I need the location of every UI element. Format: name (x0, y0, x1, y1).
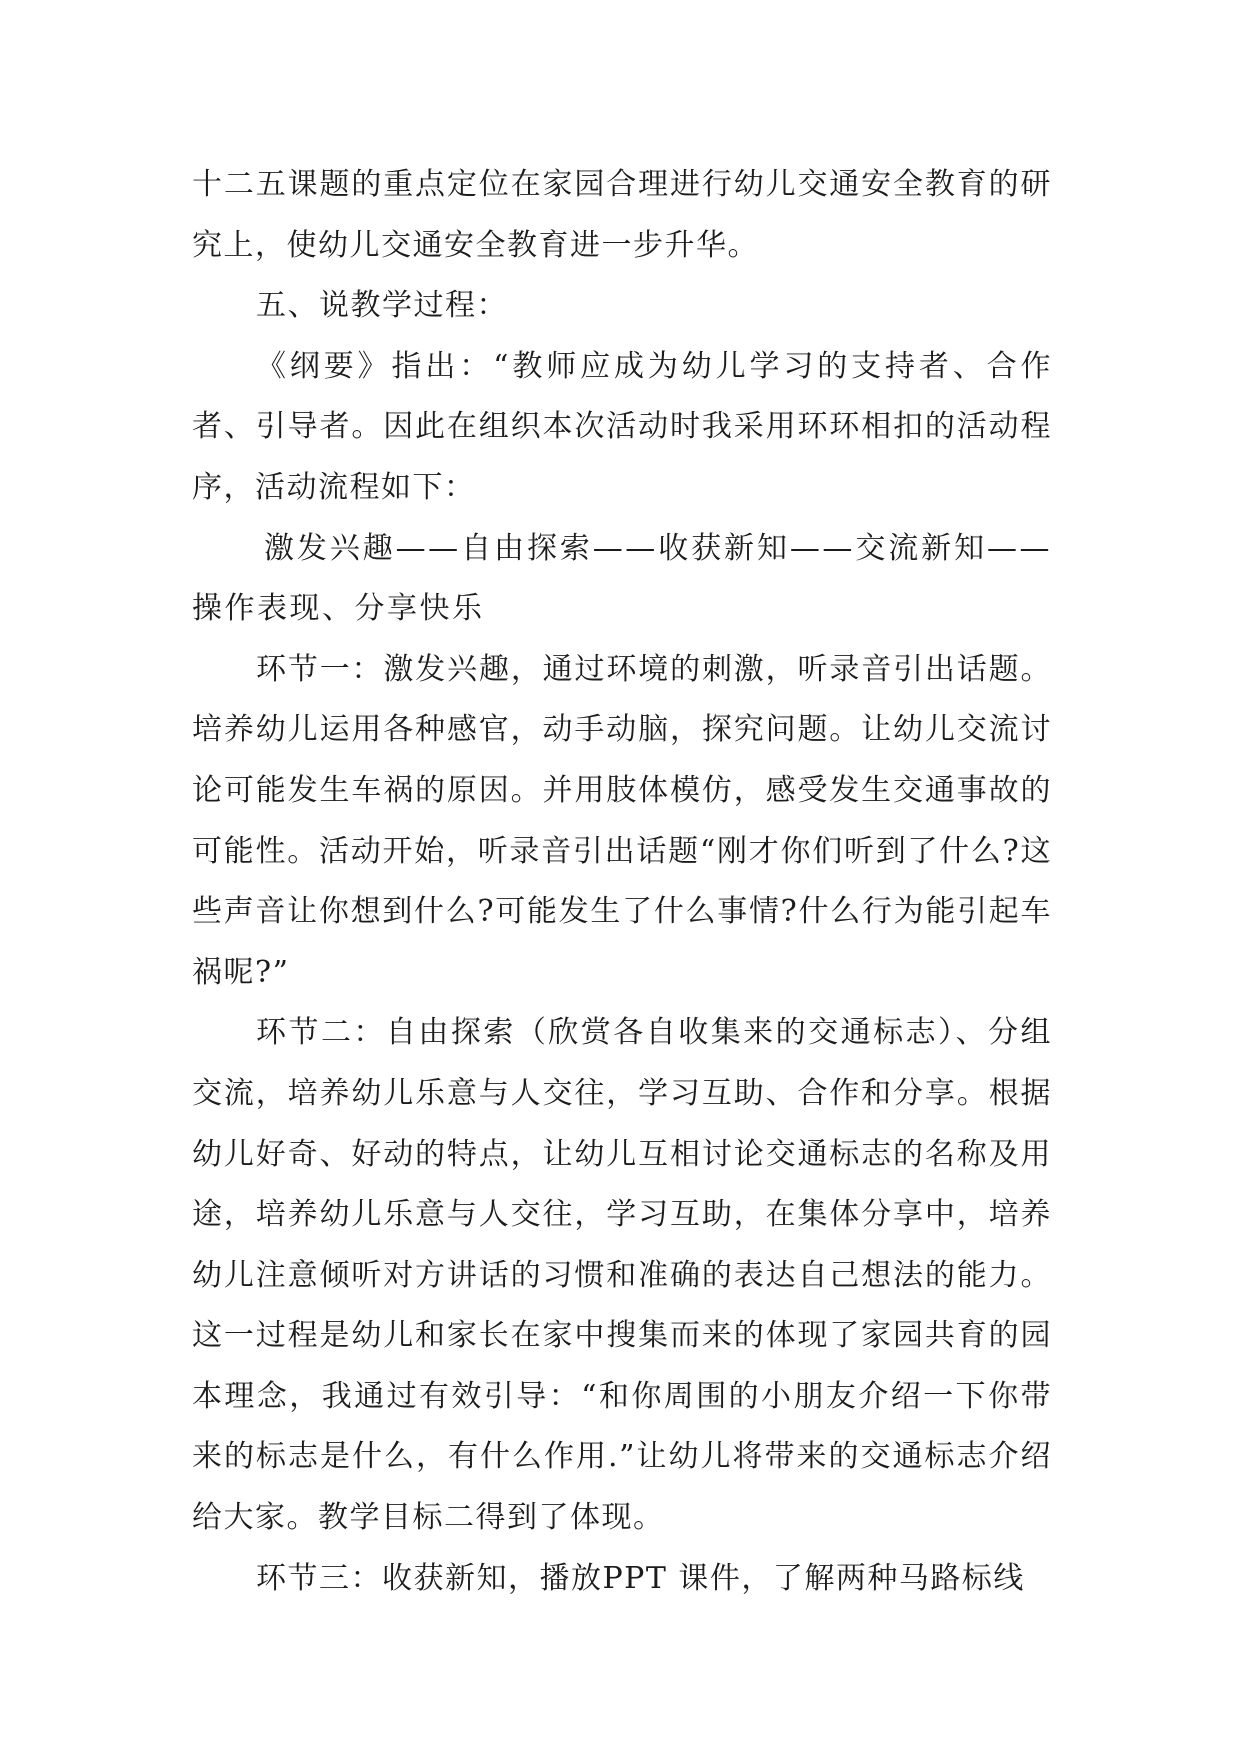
paragraph-outline-quote: 《纲要》指出：“教师应成为幼儿学习的支持者、合作者、引导者。因此在组织本次活动时我采用环环相扣的活动程序，活动流程如下： (192, 348, 1052, 505)
paragraph-step-three: 环节三：收获新知，播放PPT 课件，了解两种马路标线 (256, 1560, 1025, 1596)
section-heading-teaching-process: 五、说教学过程： (256, 288, 508, 324)
paragraph-activity-flow: 激发兴趣——自由探索——收获新知——交流新知——操作表现、分享快乐 (192, 530, 1052, 627)
document-body (192, 155, 1052, 1609)
paragraph-continuation: 十二五课题的重点定位在家园合理进行幼儿交通安全教育的研究上，使幼儿交通安全教育进一步升华。 (192, 167, 1052, 263)
paragraph-step-one: 环节一：激发兴趣，通过环境的刺激，听录音引出话题。培养幼儿运用各种感官，动手动脑，探究问题。让幼儿交流讨论可能发生车祸的原因。并用肢体模仿，感受发生交通事故的可能性。活动开始，听录音引出话题“刚才你们听到了什么?这些声音让你想到什么?可能发生了什么事情?什么行为能引起车祸呢?” (192, 651, 1052, 990)
paragraph-step-two: 环节二：自由探索（欣赏各自收集来的交通标志）、分组交流，培养幼儿乐意与人交往，学习互助、合作和分享。根据幼儿好奇、好动的特点，让幼儿互相讨论交通标志的名称及用途，培养幼儿乐意与人交往，学习互助，在集体分享中，培养幼儿注意倾听对方讲话的习惯和准确的表达自己想法的能力。这一过程是幼儿和家长在家中搜集而来的体现了家园共育的园本理念，我通过有效引导：“和你周围的小朋友介绍一下你带来的标志是什么，有什么作用.”让幼儿将带来的交通标志介绍给大家。教学目标二得到了体现。 (192, 1015, 1052, 1536)
